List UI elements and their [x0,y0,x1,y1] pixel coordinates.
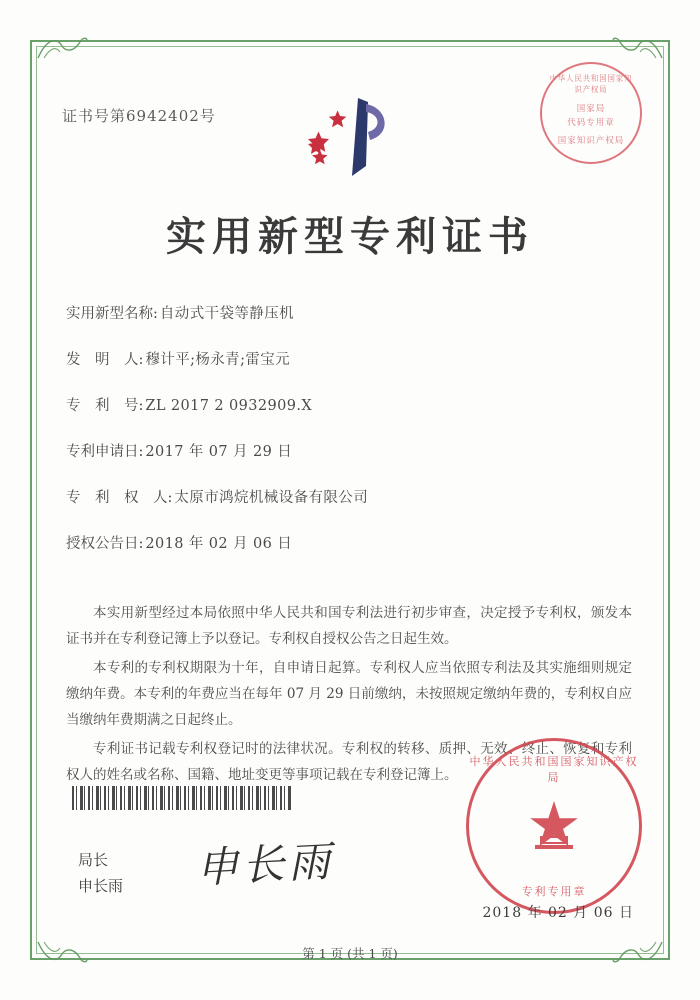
corner-ornament-icon [36,34,88,60]
top-seal-line-2: 代码专用章 [567,118,615,128]
body-paragraph-1: 本实用新型经过本局依照中华人民共和国专利法进行初步审查，决定授予专利权，颁发本证书并在专利登记簿上予以登记。专利权自授权公告之日起生效。 [66,605,632,648]
seal-arc-top-text: 中华人民共和国国家知识产权局 [469,755,639,784]
signature-block [78,848,123,899]
top-right-seal [540,62,642,164]
body-paragraph-2: 本专利的专利权期限为十年，自申请日起算。专利权人应当依照专利法及其实施细则规定缴纳年费。本专利的年费应当在每年 07 月 29 日前缴纳，未按照规定缴纳年费的，专利权自应当缴纳年费期满之日起终止。 [66,659,632,729]
field-row-application-date [66,440,626,461]
certificate-number: 证书号第6942402号 [62,107,216,125]
field-label: 专 利 号: [66,398,144,414]
seal-arc-bottom-text: 专利专用章 [521,885,587,898]
field-value: 2017 年 07 月 29 日 [145,444,293,460]
field-value: 2018 年 02 月 06 日 [145,536,293,552]
barcode [72,786,292,810]
field-row-patentee [66,486,626,507]
top-seal-line-1: 国家局 [576,104,606,114]
field-value: 穆计平;杨永青;雷宝元 [145,352,291,368]
official-seal [466,738,642,914]
signature-name-label: 申长雨 [78,876,124,895]
field-value: 太原市鸿烷机械设备有限公司 [174,490,369,506]
signature-role-label: 局长 [78,851,109,869]
page-footer: 第 1 页 (共 1 页) [302,946,398,961]
field-label: 授权公告日: [66,536,144,552]
top-seal-arc-text: 中华人民共和国国家知识产权局 [549,74,633,94]
seal-date: 2018 年 02 月 06 日 [482,905,634,921]
field-row-inventor [66,348,626,369]
national-emblem-icon [515,787,593,865]
handwritten-signature: 申长雨 [194,836,336,893]
field-label: 专 利 权 人: [66,490,173,506]
field-row-utility-model-name [66,302,626,323]
page-title: 实用新型专利证书 [166,213,534,260]
body-paragraph-3: 专利证书记载专利权登记时的法律状况。专利权的转移、质押、无效、终止、恢复和专利权人的姓名或名称、国籍、地址变更等事项记载在专利登记簿上。 [66,740,632,783]
corner-ornament-icon [612,34,664,60]
top-seal-line-3: 国家知识产权局 [557,136,625,146]
field-row-grant-announcement-date [66,532,626,553]
field-label: 发 明 人: [66,352,144,368]
field-value: ZL 2017 2 0932909.X [145,398,313,414]
field-label: 专利申请日: [66,444,144,460]
cnipa-logo-icon [296,88,406,188]
field-row-patent-number [66,394,626,415]
field-value: 自动式干袋等静压机 [159,306,294,322]
field-list [66,302,626,578]
field-label: 实用新型名称: [66,306,158,322]
